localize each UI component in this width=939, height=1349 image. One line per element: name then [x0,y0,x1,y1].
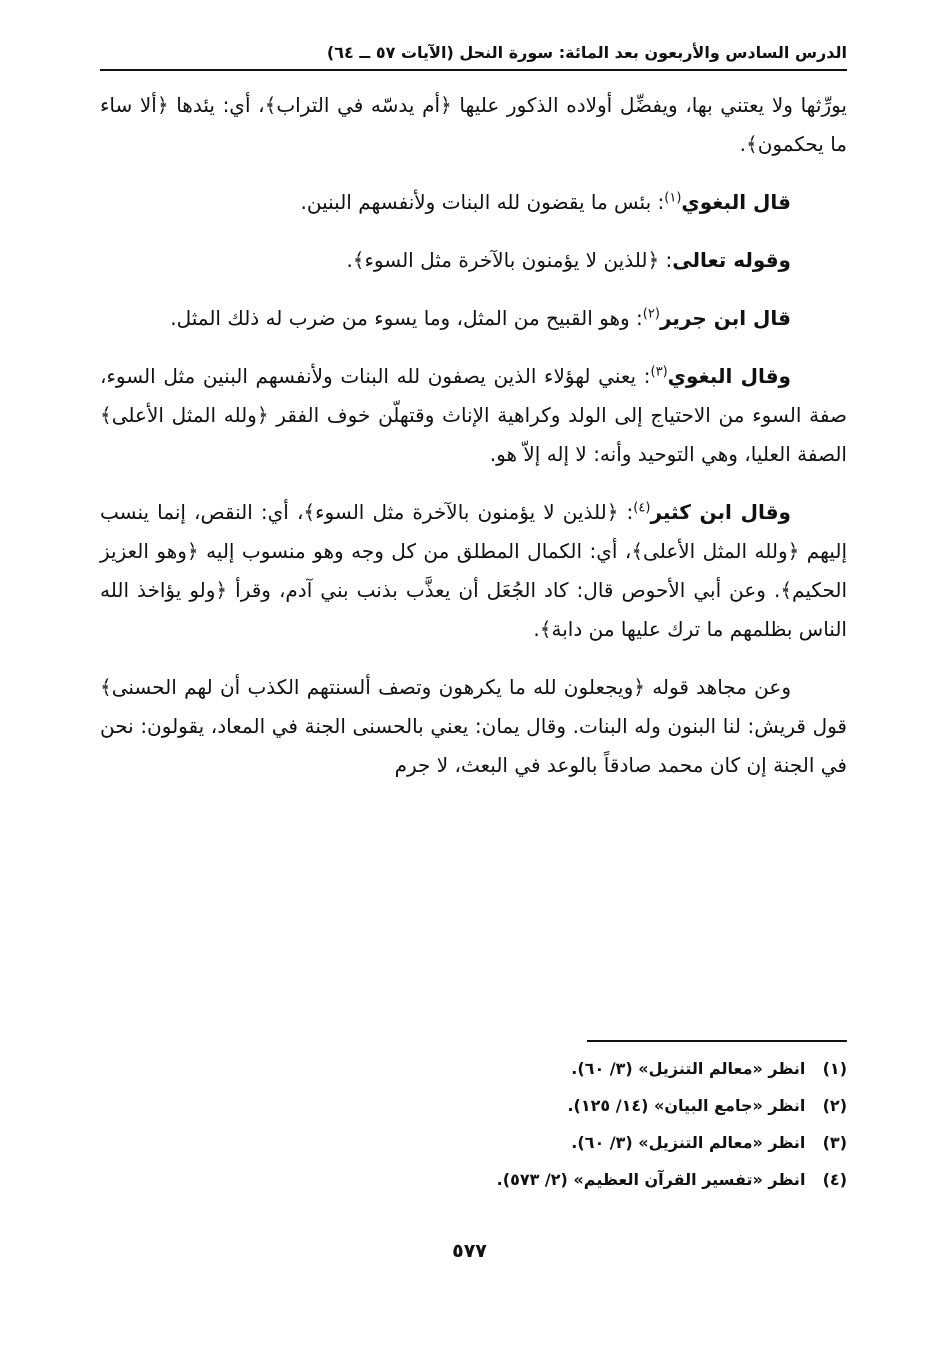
footnote-number: (١) [822,1059,847,1078]
footnote-ref: (٣) [650,364,668,380]
footnote-text: انظر «معالم التنزيل» (٣/ ٦٠). [571,1133,806,1152]
paragraph-1 [100,86,847,164]
paragraph-text: : بئس ما يقضون لله البنات ولأنفسهم البنين. [300,190,665,214]
footnote-rule [587,1040,847,1042]
citation-lead: وقوله تعالى [672,248,791,272]
paragraph-text: : يعني لهؤلاء الذين يصفون لله البنات ولأنفسهم البنين مثل السوء، صفة السوء من الاحتياج إلى الولد وكراهية الإناث وقتهلّن خوف الفقر ﴿ولله المثل الأعلى﴾ الصفة العليا، وهي التوحيد وأنه: لا إله إلاّ هو. [100,364,847,466]
page-number: ٥٧٧ [452,1240,487,1262]
footnote [100,1087,847,1124]
citation-lead: قال البغوي [681,190,791,214]
footnote-ref: (٤) [633,500,651,516]
footnote-text: انظر «معالم التنزيل» (٣/ ٦٠). [571,1059,806,1078]
citation-lead: وقال البغوي [667,364,791,388]
citation-lead: وقال ابن كثير [650,500,791,524]
header-rule [100,69,847,71]
paragraph-text: : ﴿للذين لا يؤمنون بالآخرة مثل السوء﴾. [346,248,673,272]
footnote-text: انظر «جامع البيان» (١٤/ ١٢٥). [567,1096,806,1115]
footnote [100,1050,847,1087]
paragraph-2 [100,183,847,222]
footnote [100,1161,847,1198]
paragraph-5 [100,357,847,474]
paragraph-6 [100,493,847,649]
body-text [100,86,847,785]
citation-lead: قال ابن جرير [659,306,791,330]
footnote-number: (٤) [822,1170,847,1189]
paragraph-text: وعن مجاهد قوله ﴿ويجعلون لله ما يكرهون وتصف ألسنتهم الكذب أن لهم الحسنى﴾ قول قريش: لنا البنون وله البنات. وقال يمان: يعني بالحسنى الجنة في المعاد، يقولون: نحن في الجنة إن كان محمد صادقاً بالوعد في البعث، لا جرم [100,675,847,777]
paragraph-4 [100,299,847,338]
paragraph-text: : وهو القبيح من المثل، وما يسوء من ضرب له ذلك المثل. [170,306,643,330]
footnote-ref: (١) [664,190,682,206]
running-header: الدرس السادس والأربعون بعد المائة: سورة النحل (الآيات ٥٧ ــ ٦٤) [326,43,847,62]
paragraph-3 [100,241,847,280]
footnote-text: انظر «تفسير القرآن العظيم» (٢/ ٥٧٣). [496,1170,806,1189]
paragraph-7 [100,668,847,785]
footnote-number: (٢) [822,1096,847,1115]
paragraph-text: : ﴿للذين لا يؤمنون بالآخرة مثل السوء﴾، أي: النقص، إنما ينسب إليهم ﴿ولله المثل الأعلى﴾، أي: الكمال المطلق من كل وجه وهو منسوب إليه ﴿وهو العزيز الحكيم﴾. وعن أبي الأحوص قال: كاد الجُعَل أن يعذَّب بذنب بني آدم، وقرأ ﴿ولو يؤاخذ الله الناس بظلمهم ما ترك عليها من دابة﴾. [100,500,847,641]
footnote [100,1124,847,1161]
paragraph-text: يورِّثها ولا يعتني بها، ويفضِّل أولاده الذكور عليها ﴿أم يدسّه في التراب﴾، أي: يئدها ﴿ألا ساء ما يحكمون﴾. [100,93,847,156]
footnote-ref: (٢) [642,306,660,322]
footnote-number: (٣) [822,1133,847,1152]
footnotes [100,1050,847,1198]
